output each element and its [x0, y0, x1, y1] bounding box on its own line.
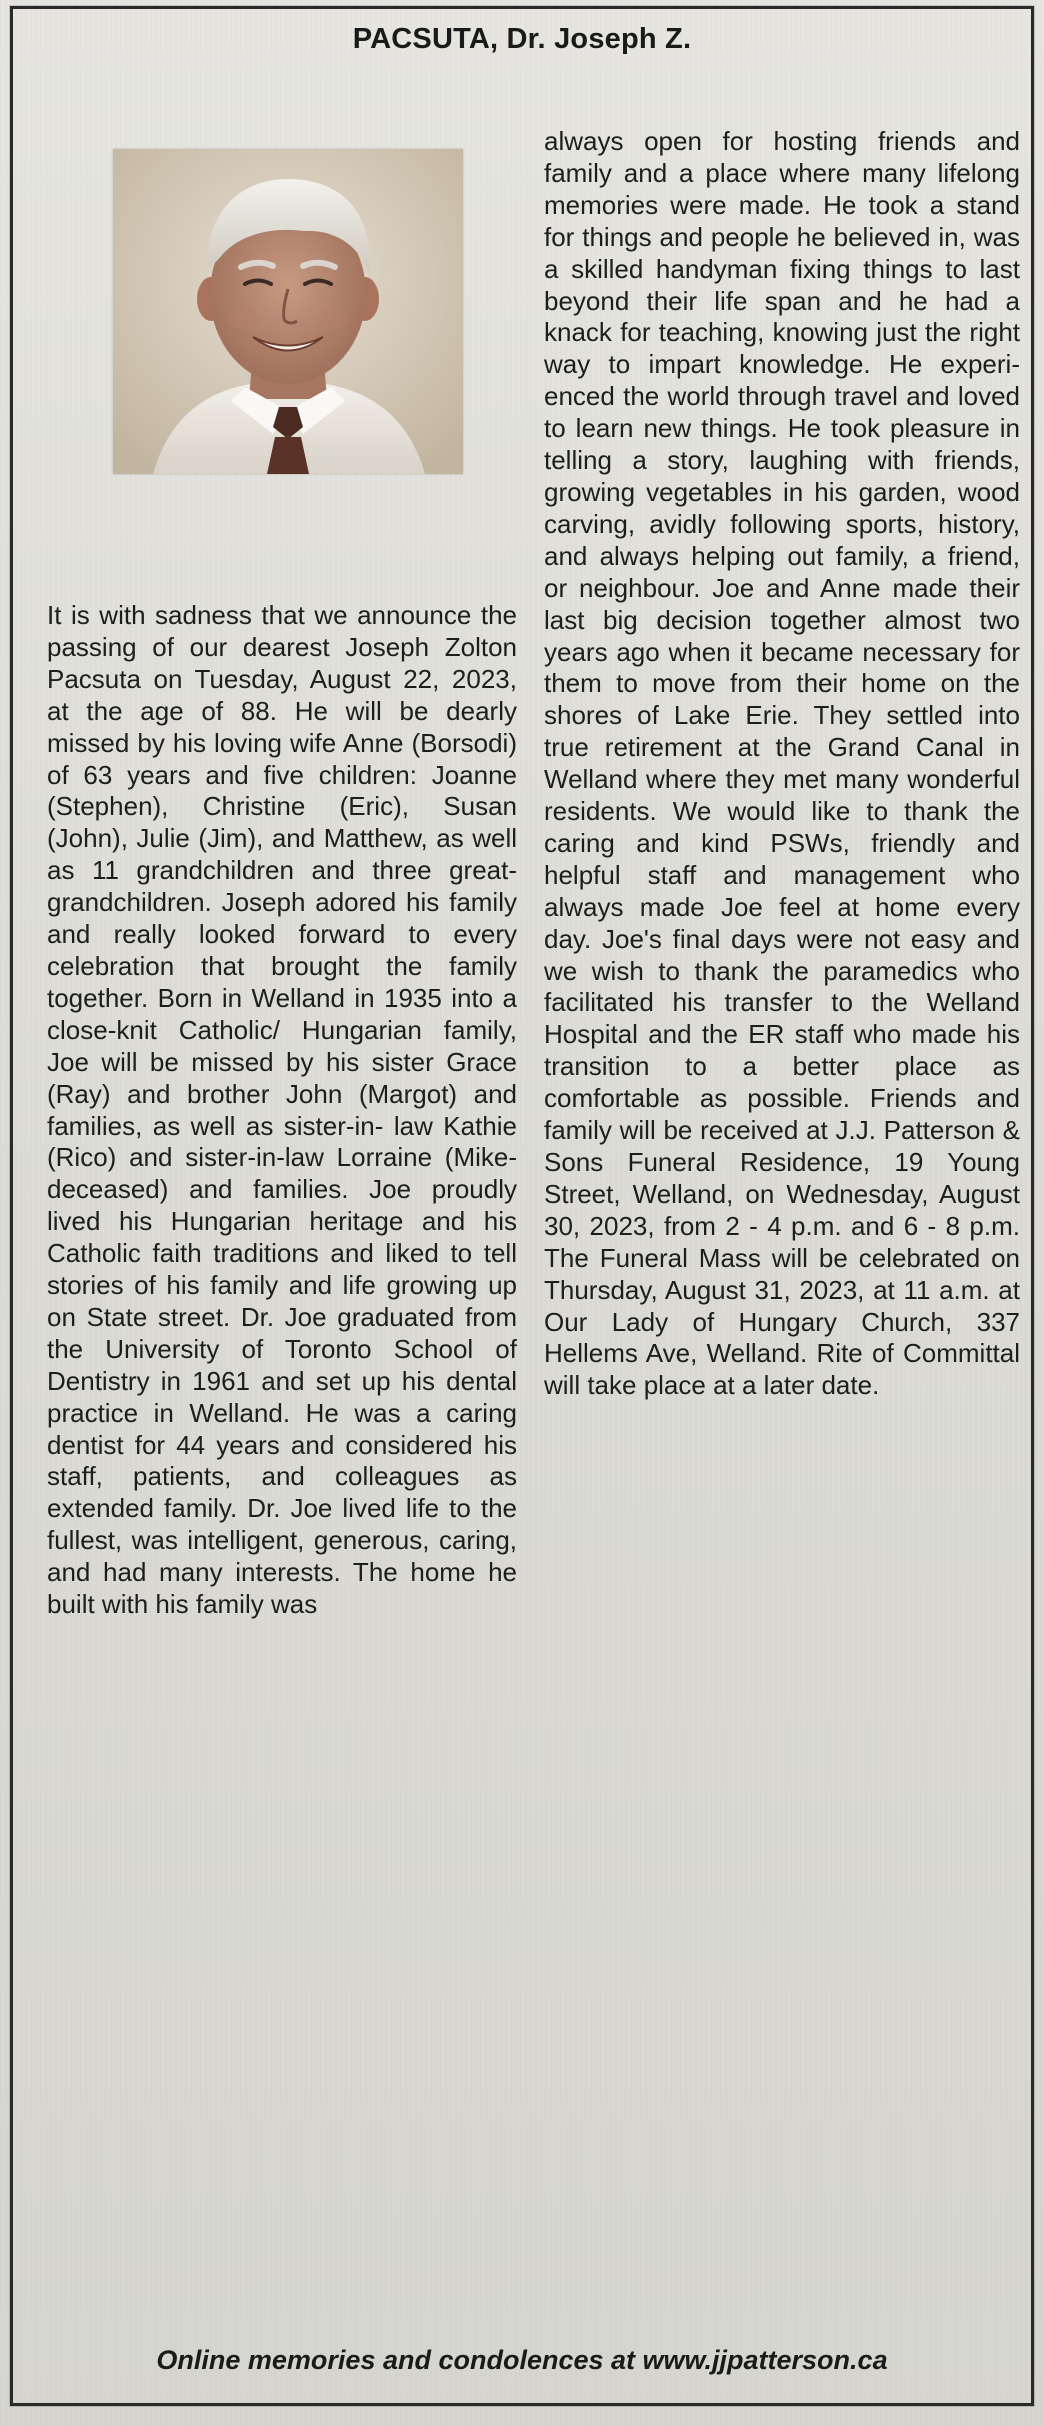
condolences-footer: Online memories and condolences at www.jjpatterson.ca: [156, 2345, 888, 2375]
obituary-text-left: It is with sadness that we announce the passing of our dearest Joseph Zolton Pacsuta on Tuesday, August 22, 2023, at the age of 88. He will be dearly missed by his loving wife Anne (Borsodi) of 63 years and five children: Joanne (Stephen), Christine (Eric), Susan (John), Julie (Jim), and Matthew, as well as 11 grandchildren and three great-grandchildren. Joseph adored his family and really looked forward to every celebration that brought the family together. Born in Welland in 1935 into a close-knit Catholic/ Hungarian family, Joe will be missed by his sister Grace (Ray) and brother John (Margot) and families, as well as sister-in- law Kathie (Rico) and sister-in-law Lorraine (Mike-deceased) and families. Joe proudly lived his Hungarian heritage and his Catholic faith traditions and liked to tell stories of his family and life growing up on State street. Dr. Joe graduated from the University of Toronto School of Dentistry in 1961 and set up his dental practice in Welland. He was a caring dentist for 44 years and considered his staff, patients, and colleagues as extended family. Dr. Joe lived life to the fullest, was intelligent, generous, caring, and had many interests. The home he built with his family was: [47, 600, 517, 1620]
obituary-column-left: [47, 600, 517, 2270]
obituary-column-right: [544, 126, 1020, 2266]
obituary-title: PACSUTA, Dr. Joseph Z.: [352, 23, 692, 55]
obituary-frame: [10, 6, 1034, 2406]
obituary-text-right: always open for hosting friends and family and a place where many lifelong memories were made. He took a stand for things and people he believed in, was a skilled handyman fixing things to last beyond their life span and he had a knack for teaching, knowing just the right way to impart knowledge. He experienced the world through travel and loved to learn new things. He took pleasure in telling a story, laughing with friends, growing vegetables in his garden, wood carving, avidly following sports, history, and always helping out family, a friend, or neighbour. Joe and Anne made their last big decision together almost two years ago when it became necessary for them to move from their home on the shores of Lake Erie. They settled into true retirement at the Grand Canal in Welland where they met many wonderful residents. We would like to thank the caring and kind PSWs, friendly and helpful staff and management who always made Joe feel at home every day. Joe's final days were not easy and we wish to thank the paramedics who facilitated his transfer to the Welland Hospital and the ER staff who made his transition to a better place as comfortable as possible. Friends and family will be received at J.J. Patterson & Sons Funeral Residence, 19 Young Street, Welland, on Wednesday, August 30, 2023, from 2 - 4 p.m. and 6 - 8 p.m. The Funeral Mass will be celebrated on Thursday, August 31, 2023, at 11 a.m. at Our Lady of Hungary Church, 337 Hellems Ave, Welland. Rite of Committal will take place at a later date.: [544, 126, 1020, 1401]
portrait-illustration: [113, 149, 463, 474]
portrait-photo: [113, 149, 463, 474]
